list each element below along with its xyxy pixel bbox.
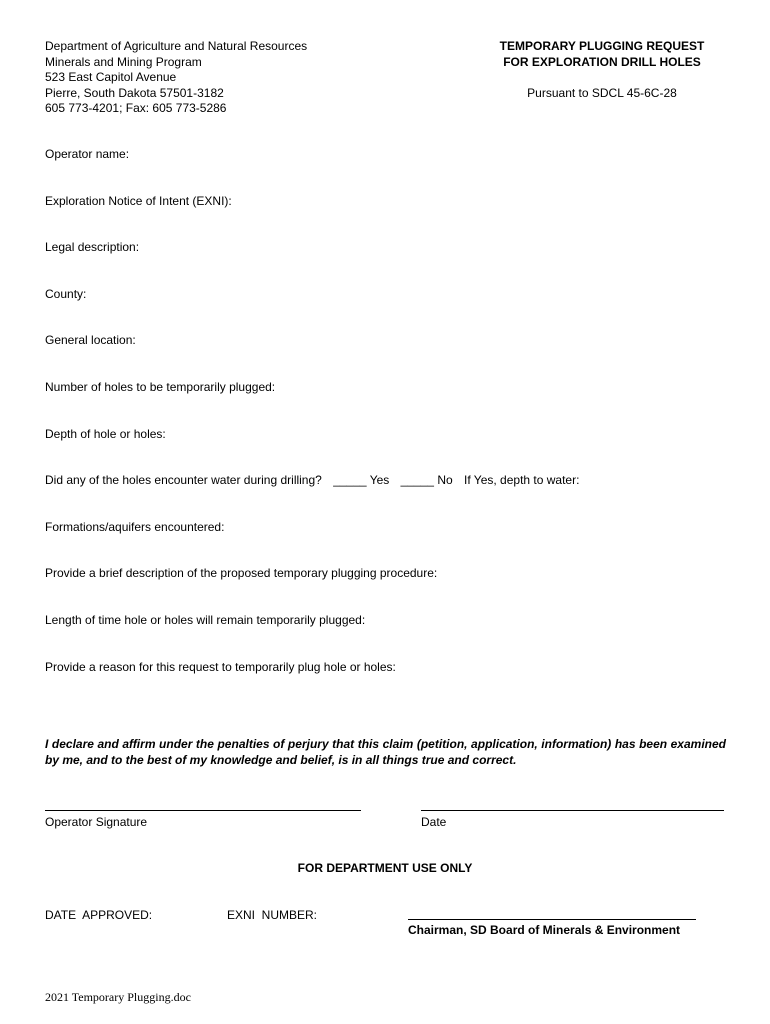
number-of-holes-field[interactable]: Number of holes to be temporarily plugged:	[45, 380, 276, 394]
water-depth-field[interactable]: If Yes, depth to water:	[464, 473, 580, 487]
perjury-declaration: I declare and affirm under the penalties of perjury that this claim (petition, application, information) has been examined by me, and to the best of my knowledge and belief, is in all things true and correct.	[45, 737, 726, 767]
reason-field[interactable]: Provide a reason for this request to temporarily plug hole or holes:	[45, 660, 396, 674]
address-line: 523 East Capitol Avenue	[45, 70, 177, 84]
operator-signature-label: Operator Signature	[45, 815, 148, 829]
operator-name-field[interactable]: Operator name:	[45, 147, 130, 161]
general-location-field[interactable]: General location:	[45, 333, 136, 347]
water-no-label: No	[437, 473, 453, 487]
water-no-blank[interactable]: _____	[400, 473, 434, 487]
water-yes-blank[interactable]: _____	[333, 473, 367, 487]
operator-signature-line[interactable]	[45, 810, 361, 811]
address-line: Minerals and Mining Program	[45, 54, 202, 69]
exni-number-label: EXNI NUMBER:	[227, 908, 318, 922]
address-line: Pierre, South Dakota 57501-3182	[45, 85, 224, 100]
date-approved-label: DATE APPROVED:	[45, 908, 153, 922]
water-yes-label: Yes	[369, 473, 390, 487]
department-address	[45, 39, 307, 117]
form-title-line: TEMPORARY PLUGGING REQUEST	[499, 39, 705, 53]
department-use-heading: FOR DEPARTMENT USE ONLY	[297, 861, 473, 875]
chairman-signature-line[interactable]	[408, 919, 696, 920]
chairman-label: Chairman, SD Board of Minerals & Environment	[408, 923, 681, 937]
statute-reference: Pursuant to SDCL 45-6C-28	[527, 86, 677, 100]
form-title-line: FOR EXPLORATION DRILL HOLES	[503, 54, 701, 69]
form-title	[497, 39, 707, 70]
depth-field[interactable]: Depth of hole or holes:	[45, 427, 166, 441]
procedure-field[interactable]: Provide a brief description of the proposed temporary plugging procedure:	[45, 566, 438, 580]
water-question-row	[45, 473, 579, 487]
address-line: 605 773-4201; Fax: 605 773-5286	[45, 101, 227, 115]
county-field[interactable]: County:	[45, 287, 87, 301]
length-of-time-field[interactable]: Length of time hole or holes will remain temporarily plugged:	[45, 613, 366, 627]
formations-field[interactable]: Formations/aquifers encountered:	[45, 520, 225, 534]
date-label: Date	[421, 815, 447, 829]
legal-description-field[interactable]: Legal description:	[45, 240, 140, 254]
water-question-label: Did any of the holes encounter water during drilling?	[45, 473, 322, 487]
address-line: Department of Agriculture and Natural Resources	[45, 39, 308, 53]
document-filename: 2021 Temporary Plugging.doc	[45, 990, 191, 1004]
exni-field[interactable]: Exploration Notice of Intent (EXNI):	[45, 194, 232, 208]
date-signature-line[interactable]	[421, 810, 724, 811]
